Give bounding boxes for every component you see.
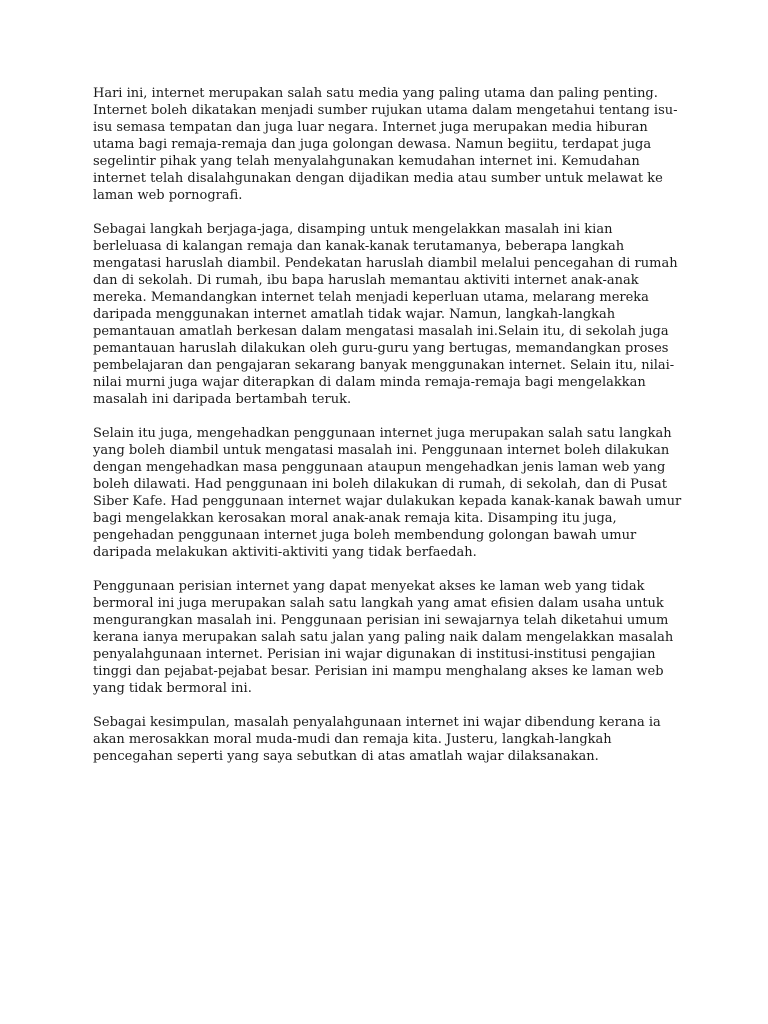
document-body bbox=[93, 85, 683, 782]
paragraph-prevention-home-school: Sebagai langkah berjaga-jaga, disamping untuk mengelakkan masalah ini kian berleluasa di kalangan remaja dan kanak-kanak terutamanya, beberapa langkah mengatasi haruslah diambil. Pendekatan haruslah diambil melalui pencegahan di rumah dan di sekolah. Di rumah, ibu bapa haruslah memantau aktiviti internet anak-anak mereka. Memandangkan internet telah menjadi keperluan utama, melarang mereka daripada menggunakan internet amatlah tidak wajar. Namun, langkah-langkah pemantauan amatlah berkesan dalam mengatasi masalah ini.Selain itu, di sekolah juga pemantauan haruslah dilakukan oleh guru-guru yang bertugas, memandangkan proses pembelajaran dan pengajaran sekarang banyak menggunakan internet. Selain itu, nilai-nilai murni juga wajar diterapkan di dalam minda remaja-remaja bagi mengelakkan masalah ini daripada bertambah teruk. bbox=[93, 222, 678, 407]
paragraph-introduction: Hari ini, internet merupakan salah satu media yang paling utama dan paling penting. Internet boleh dikatakan menjadi sumber rujukan utama dalam mengetahui tentang isu-isu semasa tempatan dan juga luar negara. Internet juga merupakan media hiburan utama bagi remaja-remaja dan juga golongan dewasa. Namun begiitu, terdapat juga segelintir pihak yang telah menyalahgunakan kemudahan internet ini. Kemudahan internet telah disalahgunakan dengan dijadikan media atau sumber untuk melawat ke laman web pornografi. bbox=[93, 86, 678, 203]
paragraph-conclusion: Sebagai kesimpulan, masalah penyalahgunaan internet ini wajar dibendung kerana ia akan merosakkan moral muda-mudi dan remaja kita. Justeru, langkah-langkah pencegahan seperti yang saya sebutkan di atas amatlah wajar dilaksanakan. bbox=[93, 715, 661, 764]
paragraph-filtering-software: Penggunaan perisian internet yang dapat menyekat akses ke laman web yang tidak bermoral ini juga merupakan salah satu langkah yang amat efisien dalam usaha untuk mengurangkan masalah ini. Penggunaan perisian ini sewajarnya telah diketahui umum kerana ianya merupakan salah satu jalan yang paling naik dalam mengelakkan masalah penyalahgunaan internet. Perisian ini wajar digunakan di institusi-institusi pengajian tinggi dan pejabat-pejabat besar. Perisian ini mampu menghalang akses ke laman web yang tidak bermoral ini. bbox=[93, 579, 674, 696]
paragraph-limit-usage: Selain itu juga, mengehadkan penggunaan internet juga merupakan salah satu langkah yang boleh diambil untuk mengatasi masalah ini. Penggunaan internet boleh dilakukan dengan mengehadkan masa penggunaan ataupun mengehadkan jenis laman web yang boleh dilawati. Had penggunaan ini boleh dilakukan di rumah, di sekolah, dan di Pusat Siber Kafe. Had penggunaan internet wajar dulakukan kepada kanak-kanak bawah umur bagi mengelakkan kerosakan moral anak-anak remaja kita. Disamping itu juga, pengehadan penggunaan internet juga boleh membendung golongan bawah umur daripada melakukan aktiviti-aktiviti yang tidak berfaedah. bbox=[93, 426, 682, 560]
